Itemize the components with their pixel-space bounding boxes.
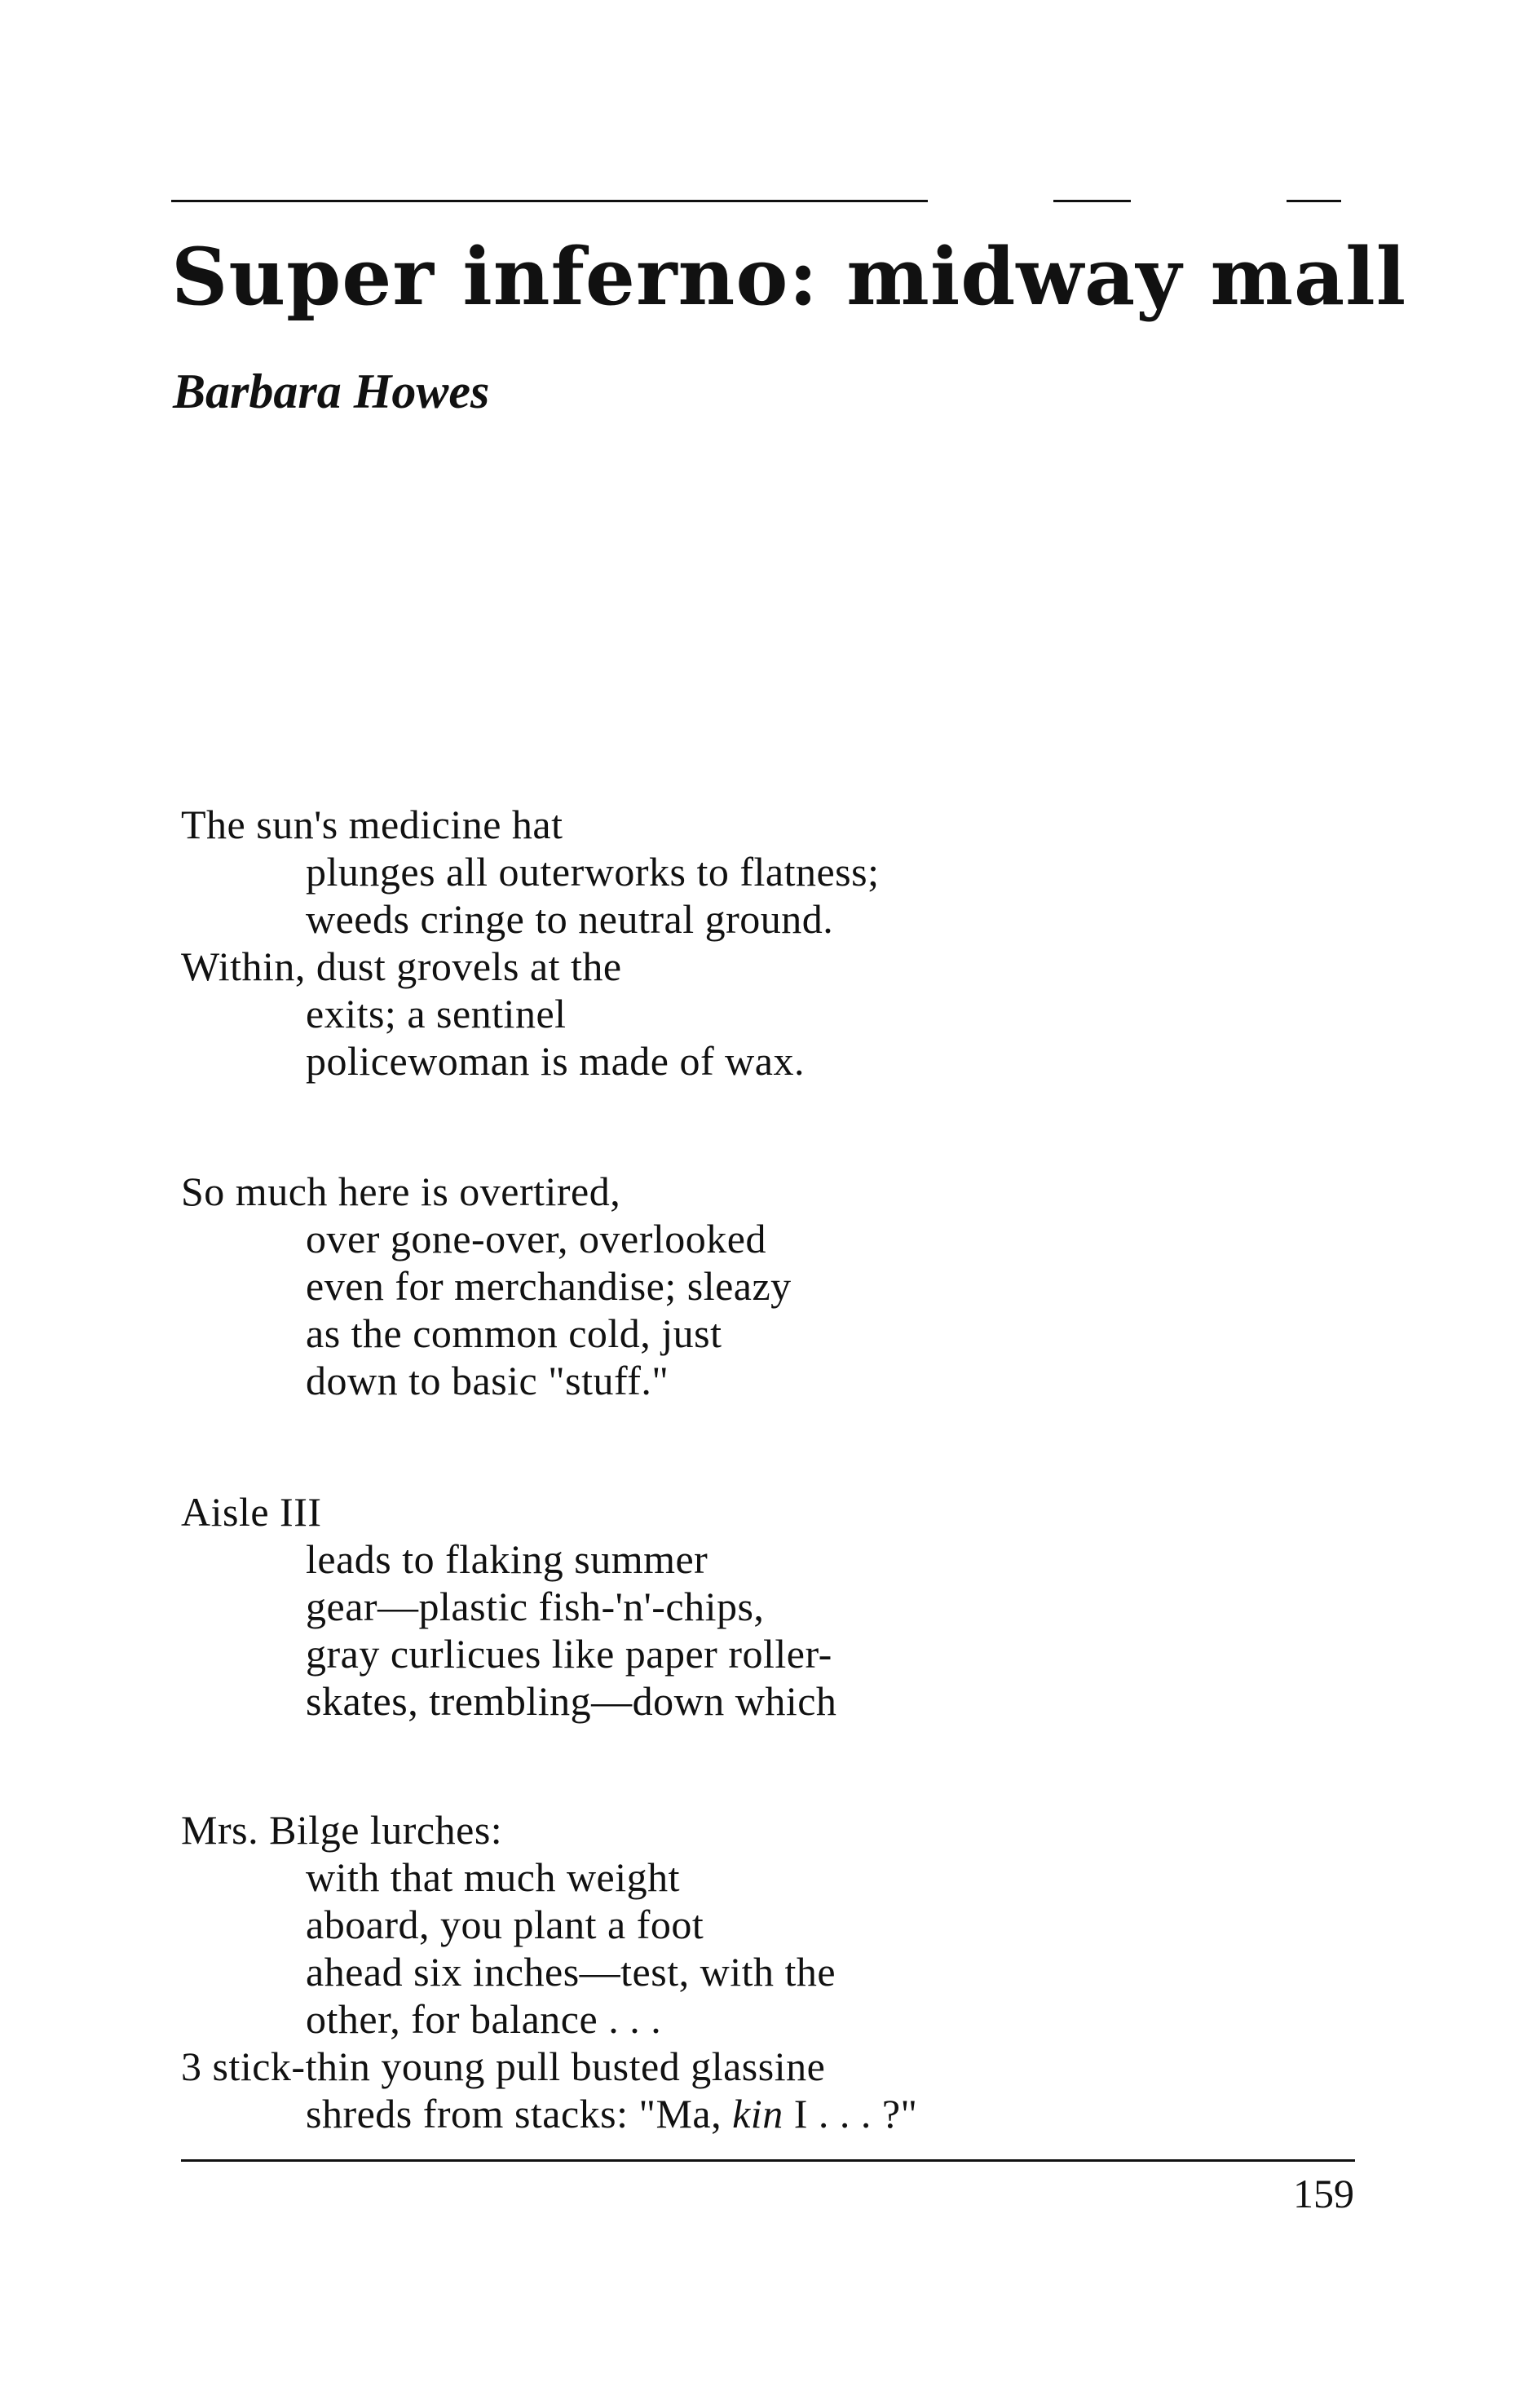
- poem-line: 3 stick-thin young pull busted glassine: [181, 2043, 826, 2089]
- stanza-3: [181, 1488, 836, 1725]
- page-number: 159: [1293, 2171, 1354, 2216]
- poem-line: down to basic "stuff.": [306, 1358, 669, 1403]
- line-segment-italic: kin: [732, 2091, 783, 2136]
- poem-line: Within, dust grovels at the: [181, 943, 622, 989]
- poem-line: over gone-over, overlooked: [306, 1216, 766, 1261]
- poem-line: Mrs. Bilge lurches:: [181, 1807, 503, 1853]
- poem-line: Aisle III: [181, 1489, 322, 1535]
- poem-line: weeds cringe to neutral ground.: [306, 896, 834, 942]
- poem-line: plunges all outerworks to flatness;: [306, 849, 880, 895]
- poem-line: aboard, you plant a foot: [306, 1902, 704, 1947]
- poem-line-mixed: [181, 2090, 917, 2137]
- line-segment: shreds from stacks: "Ma,: [306, 2091, 733, 2136]
- top-rule-short-2: [1287, 200, 1341, 202]
- poem-line: policewoman is made of wax.: [306, 1038, 805, 1084]
- poem-line: gear—plastic fish-'n'-chips,: [306, 1584, 765, 1629]
- poem-line: gray curlicues like paper roller-: [306, 1631, 832, 1677]
- poem-line: with that much weight: [306, 1854, 681, 1900]
- top-rule-long: [171, 200, 928, 202]
- stanza-4: [181, 1806, 917, 2137]
- bottom-rule: [181, 2159, 1355, 2162]
- poem-author: Barbara Howes: [173, 365, 490, 418]
- line-segment: I . . . ?": [783, 2091, 918, 2136]
- poem-line: ahead six inches—test, with the: [306, 1949, 836, 1995]
- poem-title: Super inferno: midway mall: [171, 231, 1407, 323]
- poem-line: So much here is overtired,: [181, 1169, 621, 1214]
- poem-line: other, for balance . . .: [306, 1996, 662, 2042]
- poem-line: as the common cold, just: [306, 1310, 722, 1356]
- poem-line: even for merchandise; sleazy: [306, 1263, 792, 1309]
- poem-line: The sun's medicine hat: [181, 802, 563, 847]
- stanza-2: [181, 1168, 792, 1404]
- stanza-1: [181, 801, 880, 1085]
- poem-line: skates, trembling—down which: [306, 1678, 837, 1724]
- poem-line: leads to flaking summer: [306, 1536, 708, 1582]
- poem-line: exits; a sentinel: [306, 991, 567, 1036]
- top-rule-short-1: [1053, 200, 1131, 202]
